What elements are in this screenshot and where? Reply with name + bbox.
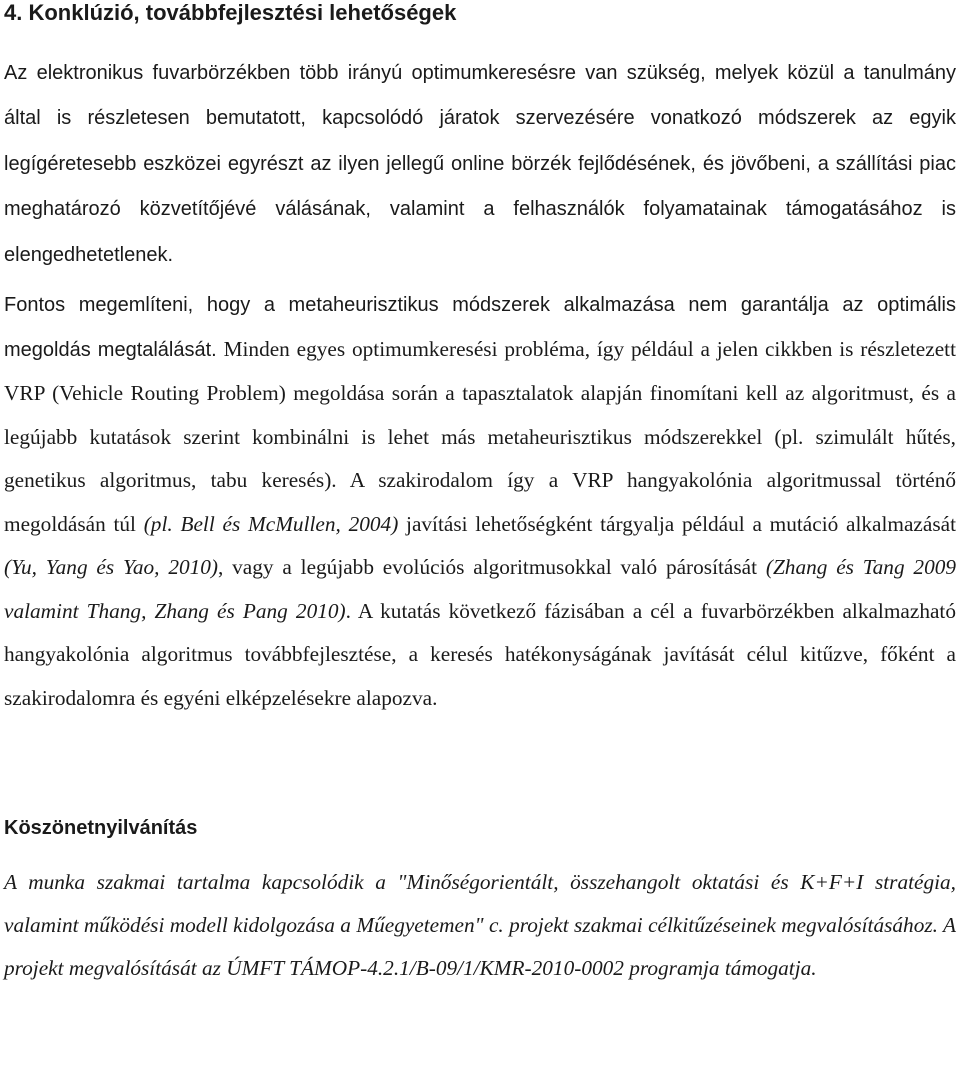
paragraph-2: [4, 283, 956, 720]
paragraph-2-text-d: . A kutatás következő fázisában a cél a fuvarbörzékben alkalmazható hangyakolónia algoritmus továbbfejlesztése, a keresés hatékonyságának javítását célul kitűzve, főként a szakirodalomra és egyéni elképzelésekre alapozva.: [4, 598, 956, 710]
citation-yu-yang-yao: (Yu, Yang és Yao, 2010): [4, 555, 219, 580]
paragraph-2-sans-sentence: Fontos megemlíteni, hogy a metaheurisztikus módszerek alkalmazása nem garantálja az optimális megoldás megtalálását.: [4, 294, 956, 361]
paragraph-2-text-b: javítási lehetőségként tárgyalja például a mutáció alkalmazását: [398, 511, 956, 536]
document-page: [4, 0, 956, 989]
paragraph-2-text-c: , vagy a legújabb evolúciós algoritmusokkal való párosítását: [218, 555, 766, 580]
acknowledgement-text: A munka szakmai tartalma kapcsolódik a "Minőségorientált, összehangolt oktatási és K+F+I stratégia, valamint működési modell kidolgozása a Műegyetemen" c. projekt szakmai célkitűzéseinek megvalósításához. A projekt megvalósítását az ÚMFT TÁMOP-4.2.1/B-09/1/KMR-2010-0002 programja támogatja.: [4, 870, 956, 980]
citation-zhang-tang-thang: (Zhang és Tang 2009 valamint Thang, Zhang és Pang 2010): [4, 555, 957, 623]
citation-bell-mcmullen: (pl. Bell és McMullen, 2004): [143, 511, 399, 536]
acknowledgement-title: Köszönetnyilvánítás: [4, 817, 198, 840]
section-title: 4. Konklúzió, továbbfejlesztési lehetőségek: [4, 0, 457, 25]
paragraph-1: Az elektronikus fuvarbörzékben több irányú optimumkeresésre van szükség, melyek közül a tanulmány által is részletesen bemutatott, kapcsolódó járatok szervezésére vonatkozó módszerek az egyik legígéretesebb eszközei egyrészt az ilyen jellegű online börzék fejlődésének, és jövőbeni, a szállítási piac meghatározó közvetítőjévé válásának, valamint a felhasználók folyamatainak támogatásához is elengedhetetlenek.: [4, 62, 956, 266]
paragraph-2-text-a: Minden egyes optimumkeresési probléma, így például a jelen cikkben is részletezett VRP (Vehicle Routing Problem) megoldása során a tapasztalatok alapján finomítani kell az algoritmust, és a legújabb kutatások szerint kombinálni is lehet más metaheurisztikus módszerekkel (pl. szimulált hűtés, genetikus algoritmus, tabu keresés). A szakirodalom így a VRP hangyakolónia algoritmussal történő megoldásán túl: [4, 336, 957, 536]
